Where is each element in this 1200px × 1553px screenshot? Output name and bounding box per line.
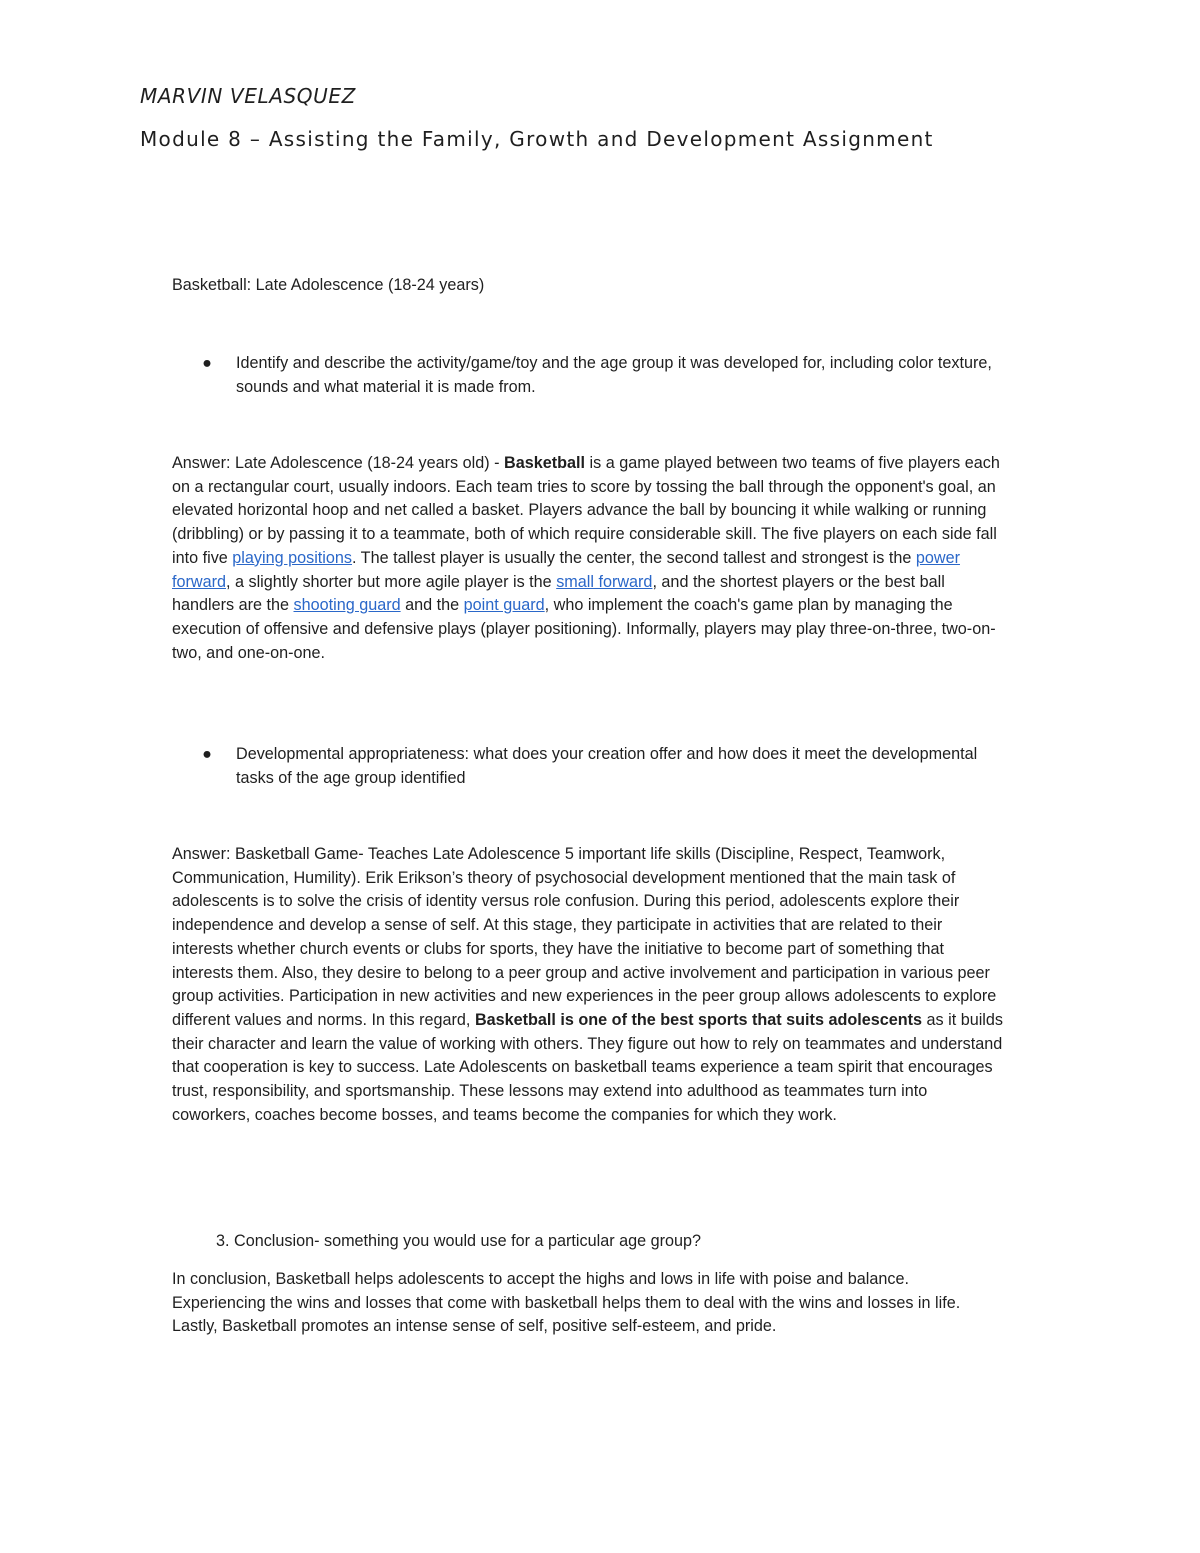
answer-prefix: Answer: Late Adolescence (18-24 years old) -	[172, 454, 505, 472]
answer-text: as it builds their character and learn the value of working with others. They figure out how to rely on teammates and understand that cooperation is key to success. Late Adolescents on basketball teams experience a team spirit that encourages trust, responsibility, and sportsmanship. These lessons may extend into adulthood as teammates turn into coworkers, coaches become bosses, and teams become the companies for which they work.	[172, 1010, 1003, 1124]
answer-text: . The tallest player is usually the center, the second tallest and strongest is the	[351, 548, 916, 567]
bullet-text: Developmental appropriateness: what does your creation offer and how does it meet the developmental tasks of the age group identified	[236, 745, 978, 787]
bold-statement: Basketball is one of the best sports that suits adolescents	[474, 1010, 923, 1029]
answer-paragraph-2	[172, 843, 1004, 1127]
link-small-forward[interactable]: small forward	[556, 572, 653, 591]
answer-text: and the	[400, 596, 464, 615]
bullet-item-developmental	[202, 743, 1006, 790]
conclusion-question: 3. Conclusion- something you would use for a particular age group?	[216, 1232, 702, 1250]
answer-paragraph-1	[172, 452, 1004, 665]
bullet-text: Identify and describe the activity/game/toy and the age group it was developed for, including color texture, sounds and what material it is made from.	[236, 354, 992, 396]
link-playing-positions[interactable]: playing positions	[232, 548, 352, 567]
answer-text: , who implement the coach's game plan by managing the execution of offensive and defensive plays (player positioning). Informally, players may play three-on-three, two-on-two, and one-on-one.	[172, 596, 996, 662]
answer-text: , a slightly shorter but more agile player is the	[225, 572, 557, 591]
link-point-guard[interactable]: point guard	[463, 596, 545, 615]
section-heading: Basketball: Late Adolescence (18-24 years)	[172, 276, 485, 294]
conclusion-paragraph: In conclusion, Basketball helps adolescents to accept the highs and lows in life with poise and balance. Experiencing the wins and losses that come with basketball helps them to deal with the wins and losses in life. Lastly, Basketball promotes an intense sense of self, positive self-esteem, and pride.	[172, 1270, 961, 1336]
answer-text: is a game played between two teams of five players each on a rectangular court, usually indoors. Each team tries to score by tossing the ball through the opponent's goal, an elevated horizontal hoop and net called a basket. Players advance the ball by bouncing it while walking or running (dribbling) or by passing it to a teammate, both of which require considerable skill. The five players on each side fall into five	[172, 454, 1000, 567]
author-name: MARVIN VELASQUEZ	[140, 84, 356, 108]
link-power-forward[interactable]: power forward	[172, 548, 960, 591]
bullet-item-identify	[202, 352, 1006, 399]
module-title: Module 8 – Assisting the Family, Growth and Development Assignment	[140, 127, 934, 151]
bullet-dot-icon: ●	[202, 745, 212, 763]
answer-text: , and the shortest players or the best ball handlers are the	[172, 572, 945, 615]
bold-term: Basketball	[504, 454, 586, 472]
bullet-dot-icon: ●	[202, 354, 212, 372]
link-shooting-guard[interactable]: shooting guard	[293, 596, 401, 615]
answer-text: Answer: Basketball Game- Teaches Late Adolescence 5 important life skills (Discipline, Respect, Teamwork, Communication, Humility). Erik Erikson’s theory of psychosocial development mentioned that the main task of adolescents is to solve the crisis of identity versus role confusion. During this period, adolescents explore their independence and develop a sense of self. At this stage, they participate in activities that are related to their interests whether church events or clubs for sports, they have the initiative to become part of something that interests them. Also, they desire to belong to a peer group and active involvement and participation in various peer group activities. Participation in new activities and new experiences in the peer group allows adolescents to explore different values and norms. In this regard,	[172, 845, 997, 1029]
